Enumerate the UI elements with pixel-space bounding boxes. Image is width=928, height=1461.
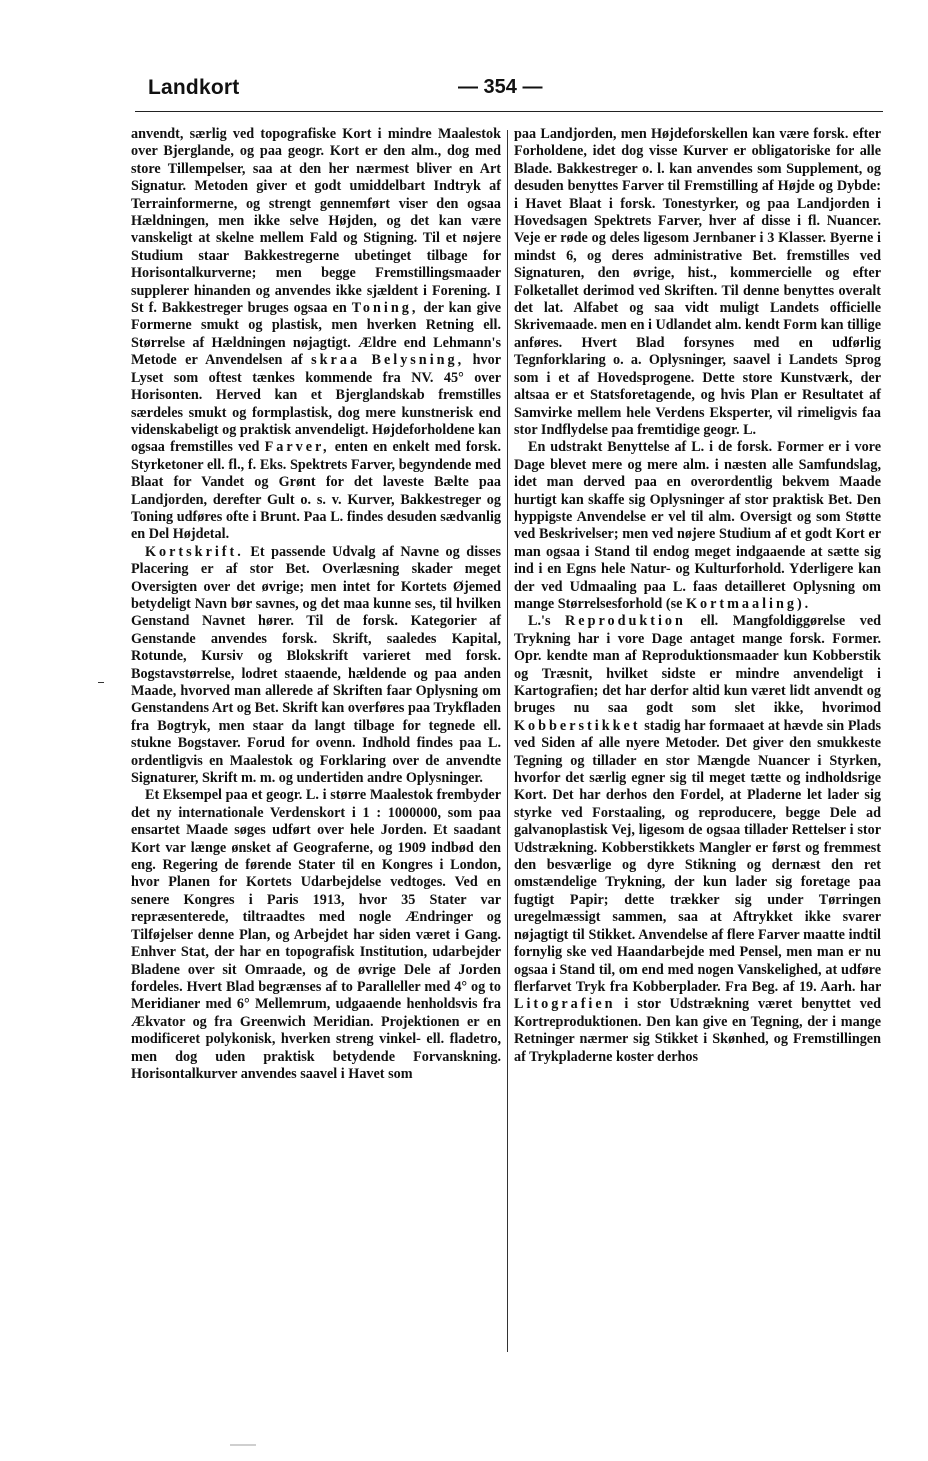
- paragraph-verdenskort-cont: paa Landjorden, men Højdeforskellen kan være forsk. efter Forholdene, idet dog visse Kurver er obligatoriske for alle Blade. Bakkestreger o. l. kan anvendes som Supplement, og desuden benyttes Farver til Fremstilling af Højde og Dybde: i Havet Blaat i forsk. Tonestyrker, og paa Landjorden i Hovedsagen Spektrets Farver, hver af disse i fl. Nuancer. Veje er røde og deles ligesom Jernbaner i 3 Klasser. Byerne i mindst 6, og deres administrative Bet. fremstilles ved Signaturen, den øvrige, hist., kommercielle og efter Folketallet derimod ved Skriften. Til denne benyttes overalt det lat. Alfabet og saa vidt muligt Landets officielle Skrivemaade. men en i Udlandet alm. kendt Form kan tillige anføres. Hvert Blad forsynes med en udførlig Tegnforklaring o. a. Oplysninger, saavel i Landets Sprog som i et af Hovedsprogene. Dette store Kunstværk, der altsaa er et Statsforetagende, og hvis Plan er Resultatet af Samvirke mellem hele Verdens Eksperter, vil rimeligvis faa stor Indflydelse paa fremtidige geogr. L.: [514, 126, 881, 438]
- term-reproduktion: Reproduktion: [565, 613, 686, 630]
- right-column: [514, 126, 881, 1066]
- paragraph-benyttelse: En udstrakt Benyttelse af L. i de forsk. Former er i vore Dage blevet mere og mere alm. i næsten alle Samfundslag, idet man derved paa en overordentlig bekvem Maade hurtigt kan skaffe sig Oplysninger af stor praktisk Bet. Den hyppigste Anvendelse er vel til alm. Oversigt og som Støtte ved Beskrivelser; men ved nøjere Studium af et godt Kort er man ogsaa i Stand til endog meget indgaaende at sætte sig ind i en Egns hele Natur- og Kulturforhold. Yderligere kan der ved Udmaaling paa L. faas detailleret Oplysning om mange Størrelsesforhold (se Kortmaaling).: [514, 439, 881, 612]
- term-farver: Farver,: [264, 439, 330, 456]
- column-divider: [507, 130, 508, 1352]
- term-kobberstikket: Kobberstikket: [514, 717, 641, 734]
- paragraph-verdenskort: Et Eksempel paa et geogr. L. i større Maalestok frembyder det ny internationale Verdenskort i 1 : 1000000, som paa ensartet Maade søges udført over hele Jorden. Et saadant Kort var længe ønsket af Geograferne, og 1909 indbød den eng. Regering de førende Stater til en Kongres i London, hvor Planen for Kortets Udarbejdelse vedtoges. Ved en senere Kongres i Paris 1913, hvor 35 Stater var repræsenterede, tiltraadtes med nogle Ændringer og Tilføjelser denne Plan, og Arbejdet har siden været i Gang. Enhver Stat, der har en topografisk Institution, udarbejder Bladene over sit Omraade, og de øvrige Dele af Jorden fordeles. Hvert Blad begrænses af to Paralleller med 4° og to Meridianer med 6° Mellemrum, udgaaende henholdsvis fra Ækvator og fra Greenwich Meridian. Projektionen er en modificeret polykonisk, hverken streng vinkel- ell. fladetro, men dog uden praktisk betydende Forvanskning. Horisontalkurver anvendes saavel i Havet som: [131, 787, 501, 1082]
- term-kortskrift: Kortskrift.: [145, 543, 244, 560]
- page-number: — 354 —: [458, 76, 543, 98]
- term-toning: Toning,: [351, 300, 419, 317]
- term-litografien: Litografien: [514, 996, 616, 1013]
- paragraph-reproduktion: L.'s Reproduktion ell. Mangfoldiggørelse ved Trykning har i vore Dage antaget mange forsk. Former. Opr. kendte man af Reproduktionsmaader kun Kobberstik og Træsnit, hvilket sidste er mindre anvendeligt i Kartografien; det har derfor altid kun været lidt anvendt og bruges nu saa godt som slet ikke, hvorimod Kobberstikket stadig har formaaet at hævde sin Plads ved Siden af alle nyere Metoder. Det giver den smukkeste Tegning og tillader en stor Mængde Nuancer i Styrken, hvorfor det særlig egner sig til meget tætte og indholdsrige Kort. Det har derhos den Fordel, at Pladerne let lader sig styrke ved Forstaaling, og reproducere, begge Dele ad galvanoplastisk Vej, ligesom de ogsaa tillader Rettelser i stor Udstrækning. Kobberstikkets Mangler er først og fremmest den besværlige og dyre Stikning og dernæst den ret omstændelige Trykning, der kun lader sig foretage paa fugtigt Papir; dette trækker sig under Tørringen uregelmæssigt sammen, saa at Aftrykket ikke svarer nøjagtigt til Stikket. Anvendelse af flere Farver maatte indtil fornylig ske ved Haandarbejde med Pensel, men man er nu ogsaa i Stand til, om end med nogen Vanskelighed, at udføre flerfarvet Tryk fra Kobberplader. Fra Beg. af 19. Aarh. har Litografien i stor Udstrækning været benyttet ved Kortreproduktionen. Den kan give en Tegning, der i mange Retninger nærmer sig Stikket i Skønhed, og Fremstillingen af Trykpladerne koster derhos: [514, 613, 882, 1065]
- paragraph-relief-methods: anvendt, særlig ved topografiske Kort i mindre Maalestok over Bjerglande, og paa geogr. Kort er den alm., dog med store Tillempelser, saa at den her nærmest bliver en Art Signatur. Metoden giver et godt umiddelbart Indtryk af Terrainformerne, og strengt gennemført viser den ogsaa Hældningen, men ikke selve Højden, og det kan være vanskeligt at skelne mellem Fald og Stigning. Til et nøjere Studium staar Bakkestregerne ubetinget tilbage for Horisontalkurverne; men begge Fremstillingsmaader supplerer hinanden og anvendes ikke sjældent i Forening. I St f. Bakkestreger bruges ogsaa en Toning, der kan give Formerne smukt og plastisk, men hverken Retning ell. Størrelse af Hældningen nøjagtigt. Ældre end Lehmann's Metode er Anvendelsen af skraa Belysning, hvor Lyset som oftest tænkes kommende fra NV. 45° over Horisonten. Herved kan et Bjerglandskab fremstilles særdeles smukt og formplastisk, dog mere kunstnerisk end videnskabeligt og praktisk anvendeligt. Højdeforholdene kan ogsaa fremstilles ved Farver, enten en enkelt med forsk. Styrketoner ell. fl., f. Eks. Spektrets Farver, begyndende med Blaat for Vandet og Grønt for det laveste Bælte paa Landjorden, derefter Gult o. s. v. Kurver, Bakkestreger og Toning udføres ofte i Brunt. Paa L. findes desuden sædvanlig en Del Højdetal.: [131, 126, 501, 543]
- header-rule: [135, 111, 883, 112]
- term-skraa-belysning: skraa Belysning,: [311, 352, 465, 369]
- left-column: [131, 126, 501, 1083]
- term-kortmaaling: Kortmaaling).: [685, 595, 812, 612]
- footer-smudge: [230, 1444, 256, 1446]
- page-header: [148, 76, 878, 106]
- running-title: Landkort: [148, 76, 240, 99]
- margin-mark: [98, 682, 104, 683]
- paragraph-kortskrift: Kortskrift. Et passende Udvalg af Navne og disses Placering er af stor Bet. Overlæsning skader meget Oversigten over det øvrige; men intet for Kortets Øjemed betydeligt Navn bør savnes, og det maa kunne ses, til hvilken Genstand Navnet hører. Til de forsk. Kategorier af Genstande anvendes forsk. Skrift, saaledes Kapital, Rotunde, Kursiv og Blokskrift varieret med forsk. Bogstavstørrelse, lodret staaende, hældende og paa anden Maade, hvorved man allerede af Skriften faar Oplysning om Genstandens Art og Bet. Skrift kan overføres paa Trykfladen fra Bogtryk, men staar da langt tilbage for tegnede ell. stukne Bogstaver. Forud for ovenn. Indhold findes paa L. ordentligvis en Maalestok og Forklaring over de anvendte Signaturer, Skrift m. m. og undertiden andre Oplysninger.: [131, 543, 501, 787]
